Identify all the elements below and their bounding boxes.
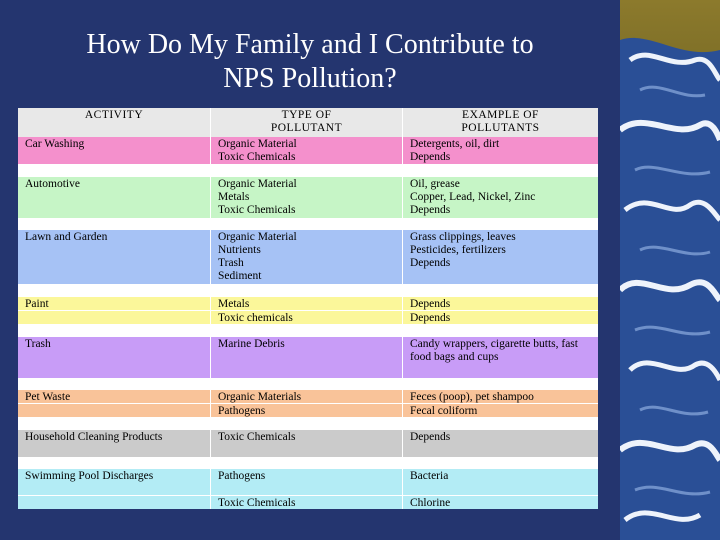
table-row-swimming-pool — [18, 469, 598, 495]
table-row-lawn-and-garden — [18, 230, 598, 284]
table-row-swimming-pool-continued — [18, 496, 598, 509]
title-line-1: How Do My Family and I Contribute to — [86, 29, 534, 60]
cell-example: Candy wrappers, cigarette butts, fast food bags and cups — [410, 338, 578, 363]
table-row-automotive — [18, 177, 598, 218]
table-row-paint-continued — [18, 311, 598, 324]
cell-activity: Car Washing — [18, 137, 211, 164]
table-row-trash — [18, 337, 598, 378]
cell-example: Detergents, oil, dirt Depends — [410, 138, 500, 163]
cell-pollutant: Pathogens — [211, 469, 403, 495]
cell-activity — [18, 496, 211, 509]
cell-pollutant: Toxic Chemicals — [211, 430, 403, 457]
cell-activity: Swimming Pool Discharges — [18, 469, 211, 495]
cell-activity — [18, 311, 211, 324]
great-wave-image — [620, 0, 720, 540]
cell-activity: Trash — [18, 337, 211, 378]
cell-example: Chlorine — [410, 497, 451, 509]
cell-pollutant: Organic Material Metals Toxic Chemicals — [211, 177, 403, 218]
cell-pollutant: Organic Material Nutrients Trash Sediment — [211, 230, 403, 284]
cell-activity: Household Cleaning Products — [18, 430, 211, 457]
table-row-car-washing — [18, 137, 598, 164]
cell-activity: Paint — [18, 297, 211, 323]
cell-pollutant: Pathogens — [211, 404, 403, 417]
cell-pollutant: Organic Material Toxic Chemicals — [211, 137, 403, 164]
table-row-household-cleaning — [18, 430, 598, 457]
cell-pollutant: Toxic Chemicals — [211, 496, 403, 509]
slide-title — [0, 28, 620, 96]
cell-example: Fecal coliform — [410, 405, 478, 417]
cell-pollutant: Marine Debris — [211, 337, 403, 378]
cell-pollutant: Organic Materials — [211, 390, 403, 403]
table-row-pet-waste — [18, 390, 598, 403]
cell-example: Depends — [410, 298, 451, 310]
cell-pollutant: Metals — [211, 297, 403, 323]
title-line-2: NPS Pollution? — [223, 63, 397, 94]
cell-activity — [18, 404, 211, 417]
pollution-table — [18, 108, 598, 509]
cell-activity: Automotive — [18, 177, 211, 218]
cell-activity: Pet Waste — [18, 390, 211, 403]
cell-pollutant: Toxic chemicals — [211, 311, 403, 324]
cell-example: Oil, grease Copper, Lead, Nickel, Zinc Depends — [410, 178, 536, 216]
cell-example: Depends — [410, 312, 451, 324]
cell-example: Depends — [410, 431, 451, 443]
header-example-of-pollutants: EXAMPLE OF POLLUTANTS — [461, 109, 540, 134]
cell-activity: Lawn and Garden — [18, 230, 211, 284]
cell-example: Feces (poop), pet shampoo — [410, 391, 534, 403]
header-type-of-pollutant: TYPE OF POLLUTANT — [211, 108, 403, 137]
table-row-pet-waste-continued — [18, 404, 598, 417]
table-header-row — [18, 108, 598, 137]
header-activity: ACTIVITY — [18, 108, 211, 137]
cell-example: Grass clippings, leaves Pesticides, fertilizers Depends — [410, 231, 516, 269]
cell-example: Bacteria — [410, 470, 449, 482]
